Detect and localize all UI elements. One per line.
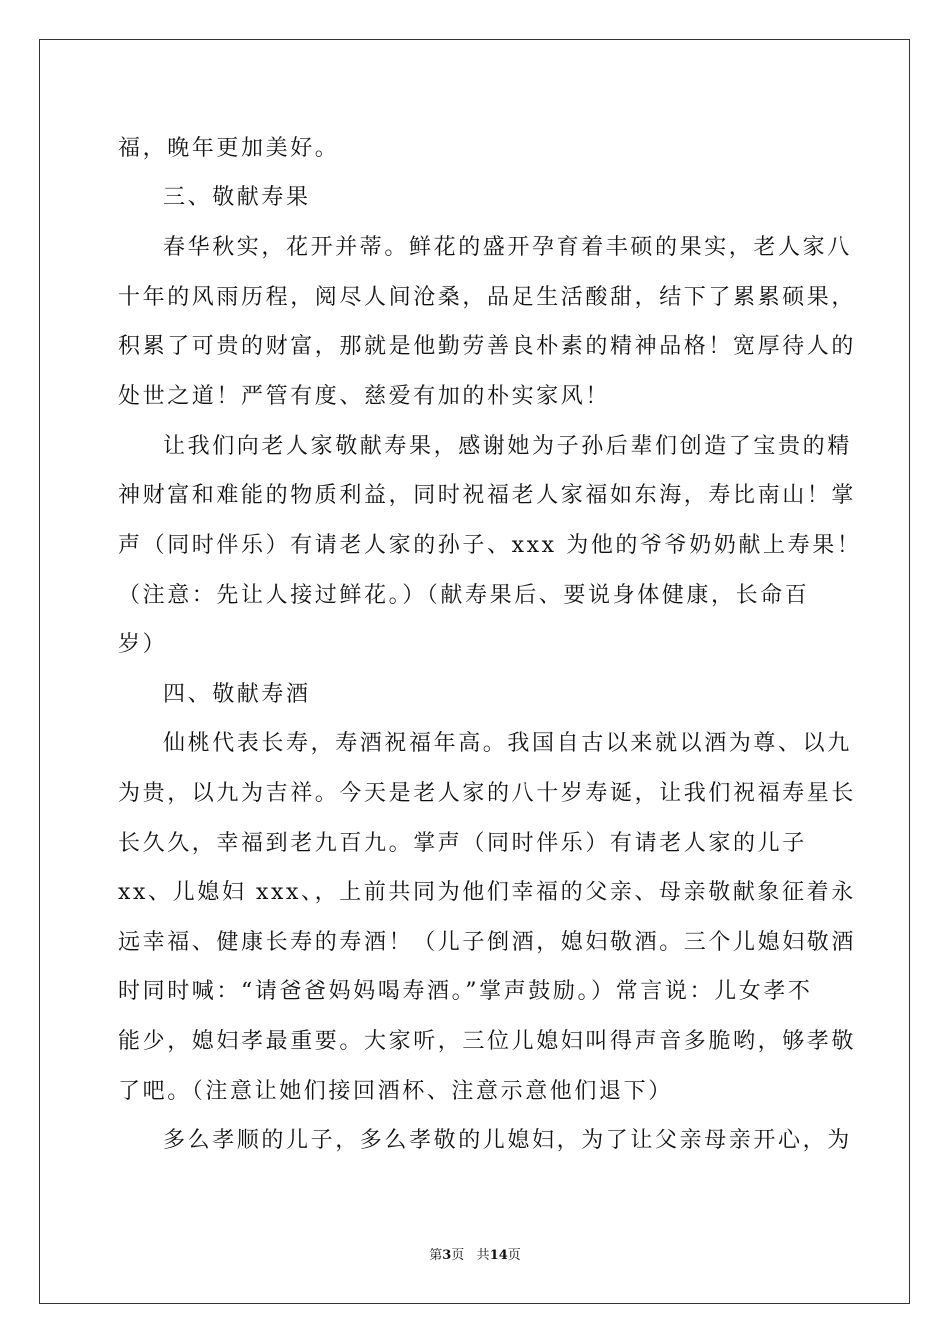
paragraph-line: 春华秋实，花开并蒂。鲜花的盛开孕育着丰硕的果实，老人家八 bbox=[163, 235, 852, 260]
section-heading-offer-wine: 四、敬献寿酒 bbox=[163, 682, 311, 707]
page-prefix: 第 bbox=[429, 1248, 443, 1263]
paragraph-line: 时同时喊：“请爸爸妈妈喝寿酒。”掌声鼓励。）常言说：儿女孝不 bbox=[118, 979, 813, 1004]
paragraph-line: 福，晚年更加美好。 bbox=[118, 136, 340, 161]
paragraph-line: 处世之道！严管有度、慈爱有加的朴实家风！ bbox=[118, 384, 611, 409]
paragraph-line: 了吧。（注意让她们接回酒杯、注意示意他们退下） bbox=[118, 1079, 673, 1104]
paragraph-line: 多么孝顺的儿子，多么孝敬的儿媳妇，为了让父亲母亲开心，为 bbox=[163, 1128, 852, 1153]
paragraph-line: 仙桃代表长寿，寿酒祝福年高。我国自古以来就以酒为尊、以九 bbox=[163, 731, 852, 756]
paragraph-line: 能少，媳妇孝最重要。大家听，三位儿媳妇叫得声音多脆哟，够孝敬 bbox=[118, 1029, 857, 1054]
paragraph-line: 长久久，幸福到老九百九。掌声（同时伴乐）有请老人家的儿子 bbox=[118, 831, 807, 856]
paragraph-line: 远幸福、健康长寿的寿酒！（儿子倒酒，媳妇敬酒。三个儿媳妇敬酒 bbox=[118, 930, 857, 955]
page-current-number: 3 bbox=[442, 1248, 452, 1263]
paragraph-line: 十年的风雨历程，阅尽人间沧桑，品足生活酸甜，结下了累累硕果， bbox=[118, 285, 857, 310]
paragraph-line: 岁） bbox=[118, 632, 168, 657]
page-suffix: 页 bbox=[451, 1248, 465, 1263]
paragraph-line: 神财富和难能的物质利益，同时祝福老人家福如东海，寿比南山！掌 bbox=[118, 483, 857, 508]
paragraph-line: （注意：先让人接过鲜花。）（献寿果后、要说身体健康，长命百 bbox=[118, 583, 810, 608]
paragraph-line: 积累了可贵的财富，那就是他勤劳善良朴素的精神品格！宽厚待人的 bbox=[118, 334, 857, 359]
total-suffix: 页 bbox=[507, 1248, 521, 1263]
paragraph-line: 为贵，以九为吉祥。今天是老人家的八十岁寿诞，让我们祝福寿星长 bbox=[118, 781, 857, 806]
page-border bbox=[39, 39, 910, 1304]
page-footer bbox=[0, 1248, 950, 1264]
paragraph-line: 声（同时伴乐）有请老人家的孙子、xxx 为他的爷爷奶奶献上寿果！ bbox=[118, 533, 862, 558]
paragraph-line: 让我们向老人家敬献寿果，感谢她为子孙后辈们创造了宝贵的精 bbox=[163, 434, 852, 459]
section-heading-offer-fruit: 三、敬献寿果 bbox=[163, 185, 311, 210]
total-prefix: 共 bbox=[476, 1248, 490, 1263]
page-total-number: 14 bbox=[489, 1248, 508, 1263]
paragraph-line: xx、儿媳妇 xxx、，上前共同为他们幸福的父亲、母亲敬献象征着永 bbox=[118, 880, 856, 905]
